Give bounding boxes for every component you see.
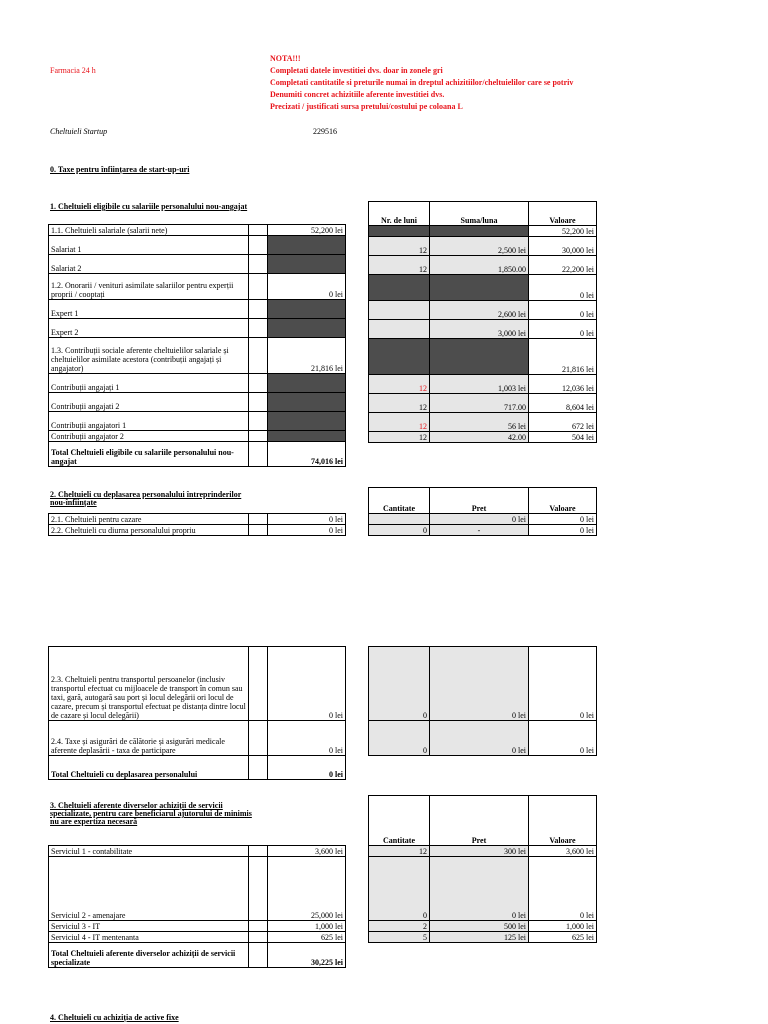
row-label: Contribuții angajați 1 bbox=[49, 374, 249, 393]
row-value: 0 lei bbox=[529, 857, 597, 921]
months-input[interactable]: 12 bbox=[369, 432, 430, 443]
qty-input[interactable]: 5 bbox=[369, 932, 430, 943]
qty-input[interactable]: 0 bbox=[369, 525, 430, 536]
sum-input[interactable]: 1,003 lei bbox=[430, 375, 529, 394]
row-total: 0 lei bbox=[268, 514, 346, 525]
note-line: Completati cantitatile si preturile numai in dreptul achizitiilor/cheltuielilor care se potriv bbox=[270, 78, 574, 87]
months-input[interactable]: 12 bbox=[369, 256, 430, 275]
row-label: 2.1. Cheltuieli pentru cazare bbox=[49, 514, 249, 525]
row-label: 1.1. Cheltuieli salariale (salarii nete) bbox=[49, 225, 249, 236]
row-value: 52,200 lei bbox=[529, 226, 597, 237]
section2-title: 2. Cheltuieli cu deplasarea personalului întreprinderilor nou-înființate bbox=[50, 490, 242, 507]
row-total: 0 lei bbox=[268, 647, 346, 721]
section0-title: 0. Taxe pentru înființarea de start-up-uri bbox=[50, 165, 190, 174]
row-value: 8,604 lei bbox=[529, 394, 597, 413]
section2-right-table bbox=[368, 487, 597, 536]
section1-left-table bbox=[48, 224, 346, 467]
col-header: Pret bbox=[430, 488, 529, 514]
sum-input[interactable]: 2,500 lei bbox=[430, 237, 529, 256]
sum-input[interactable]: 717.00 bbox=[430, 394, 529, 413]
price-input[interactable]: 500 lei bbox=[430, 921, 529, 932]
row-value: 22,200 lei bbox=[529, 256, 597, 275]
row-total: 3,600 lei bbox=[268, 846, 346, 857]
sum-input[interactable]: 56 lei bbox=[430, 413, 529, 432]
months-input[interactable] bbox=[369, 320, 430, 339]
col-header: Valoare bbox=[529, 796, 597, 846]
months-input[interactable] bbox=[369, 301, 430, 320]
total-label: Total Cheltuieli eligibile cu salariile personalului nou-angajat bbox=[49, 442, 249, 467]
total-label: Total Cheltuieli cu deplasarea personalului bbox=[49, 756, 249, 780]
row-label: Contribuții angajator 2 bbox=[49, 431, 249, 442]
qty-input[interactable]: 0 bbox=[369, 647, 430, 721]
row-label: Salariat 1 bbox=[49, 236, 249, 255]
section1-right-table bbox=[368, 201, 597, 443]
sum-input[interactable]: 2,600 lei bbox=[430, 301, 529, 320]
note-line: Denumiti concret achizitiile aferente investitiei dvs. bbox=[270, 90, 445, 99]
row-value: 0 lei bbox=[529, 320, 597, 339]
row-value: 1,000 lei bbox=[529, 921, 597, 932]
col-header: Suma/luna bbox=[430, 202, 529, 226]
note-title: NOTA!!! bbox=[270, 54, 301, 63]
section3-title: 3. Cheltuieli aferente diverselor achiziții de servicii specializate, pentru care beneficiarul ajutorului de minimis nu are expertiza necesară bbox=[50, 801, 252, 826]
section2b-left-table bbox=[48, 646, 346, 780]
startup-value: 229516 bbox=[313, 127, 337, 136]
sum-input[interactable]: 3,000 lei bbox=[430, 320, 529, 339]
price-input[interactable]: 0 lei bbox=[430, 721, 529, 756]
qty-input[interactable]: 12 bbox=[369, 846, 430, 857]
price-input[interactable]: 0 lei bbox=[430, 514, 529, 525]
row-value: 30,000 lei bbox=[529, 237, 597, 256]
row-label: 1.2. Onorarii / venituri asimilate salariilor pentru experții proprii / cooptați bbox=[49, 274, 249, 300]
row-value: 12,036 lei bbox=[529, 375, 597, 394]
row-value: 0 lei bbox=[529, 721, 597, 756]
row-label: Expert 1 bbox=[49, 300, 249, 319]
col-header: Pret bbox=[430, 796, 529, 846]
col-header: Nr. de luni bbox=[369, 202, 430, 226]
row-total: 25,000 lei bbox=[268, 857, 346, 921]
row-total: 625 lei bbox=[268, 932, 346, 943]
row-total: 21,816 lei bbox=[268, 338, 346, 374]
note-line: Completati datele investitiei dvs. doar in zonele gri bbox=[270, 66, 443, 75]
row-value: 21,816 lei bbox=[529, 339, 597, 375]
row-label: Serviciul 3 - IT bbox=[49, 921, 249, 932]
sum-input[interactable]: 1,850.00 bbox=[430, 256, 529, 275]
col-header: Cantitate bbox=[369, 796, 430, 846]
company-name: Farmacia 24 h bbox=[50, 66, 96, 75]
row-value: 504 lei bbox=[529, 432, 597, 443]
total-value: 74,016 lei bbox=[268, 442, 346, 467]
qty-input[interactable]: 2 bbox=[369, 921, 430, 932]
row-total: 1,000 lei bbox=[268, 921, 346, 932]
price-input[interactable]: 0 lei bbox=[430, 857, 529, 921]
months-input[interactable]: 12 bbox=[369, 413, 430, 432]
row-value: 0 lei bbox=[529, 525, 597, 536]
row-label: Expert 2 bbox=[49, 319, 249, 338]
row-value: 3,600 lei bbox=[529, 846, 597, 857]
row-value: 0 lei bbox=[529, 514, 597, 525]
section2-left-table bbox=[48, 513, 346, 536]
row-value: 625 lei bbox=[529, 932, 597, 943]
row-label: Salariat 2 bbox=[49, 255, 249, 274]
row-label: 2.2. Cheltuieli cu diurna personalului propriu bbox=[49, 525, 249, 536]
row-total: 52,200 lei bbox=[268, 225, 346, 236]
section4-title: 4. Cheltuieli cu achiziția de active fixe bbox=[50, 1013, 179, 1022]
col-header: Cantitate bbox=[369, 488, 430, 514]
price-input[interactable]: - bbox=[430, 525, 529, 536]
row-value: 672 lei bbox=[529, 413, 597, 432]
section3-left-table bbox=[48, 845, 346, 968]
row-label: Serviciul 2 - amenajare bbox=[49, 857, 249, 921]
note-line: Precizati / justificati sursa pretului/costului pe coloana L bbox=[270, 102, 463, 111]
qty-input[interactable]: 0 bbox=[369, 721, 430, 756]
months-input[interactable]: 12 bbox=[369, 375, 430, 394]
startup-label: Cheltuieli Startup bbox=[50, 127, 108, 136]
price-input[interactable]: 300 lei bbox=[430, 846, 529, 857]
section3-right-table bbox=[368, 795, 597, 943]
qty-input[interactable] bbox=[369, 514, 430, 525]
total-value: 0 lei bbox=[268, 756, 346, 780]
price-input[interactable]: 125 lei bbox=[430, 932, 529, 943]
row-label: Serviciul 4 - IT mentenanta bbox=[49, 932, 249, 943]
sum-input[interactable]: 42.00 bbox=[430, 432, 529, 443]
months-input[interactable]: 12 bbox=[369, 394, 430, 413]
row-label: 2.3. Cheltuieli pentru transportul persoanelor (inclusiv transportul efectuat cu mijloacele de transport în comun sau taxi, gară, autogară sau port și locul delegării ori locul de cazare, precum și transportul efectuat pe distanța dintre locul de cazare și locul delegării) bbox=[49, 647, 249, 721]
total-value: 30,225 lei bbox=[268, 943, 346, 968]
row-label: 1.3. Contribuții sociale aferente cheltuielilor salariale și cheltuielilor asimilate acestora (contribuții angajați și angajator) bbox=[49, 338, 249, 374]
row-label: 2.4. Taxe și asigurări de călătorie și asigurări medicale aferente deplasării - taxa de participare bbox=[49, 721, 249, 756]
row-label: Serviciul 1 - contabilitate bbox=[49, 846, 249, 857]
row-value: 0 lei bbox=[529, 647, 597, 721]
price-input[interactable]: 0 lei bbox=[430, 647, 529, 721]
months-input[interactable]: 12 bbox=[369, 237, 430, 256]
qty-input[interactable]: 0 bbox=[369, 857, 430, 921]
col-header: Valoare bbox=[529, 202, 597, 226]
section1-title: 1. Cheltuieli eligibile cu salariile personalului nou-angajat bbox=[50, 202, 248, 211]
row-value: 0 lei bbox=[529, 301, 597, 320]
col-header: Valoare bbox=[529, 488, 597, 514]
row-value: 0 lei bbox=[529, 275, 597, 301]
row-label: Contribuții angajati 2 bbox=[49, 393, 249, 412]
row-total: 0 lei bbox=[268, 525, 346, 536]
row-label: Contribuții angajatori 1 bbox=[49, 412, 249, 431]
row-total: 0 lei bbox=[268, 274, 346, 300]
row-total: 0 lei bbox=[268, 721, 346, 756]
note-block bbox=[270, 53, 573, 113]
total-label: Total Cheltuieli aferente diverselor achiziții de servicii specializate bbox=[49, 943, 249, 968]
section2b-right-table bbox=[368, 646, 597, 756]
